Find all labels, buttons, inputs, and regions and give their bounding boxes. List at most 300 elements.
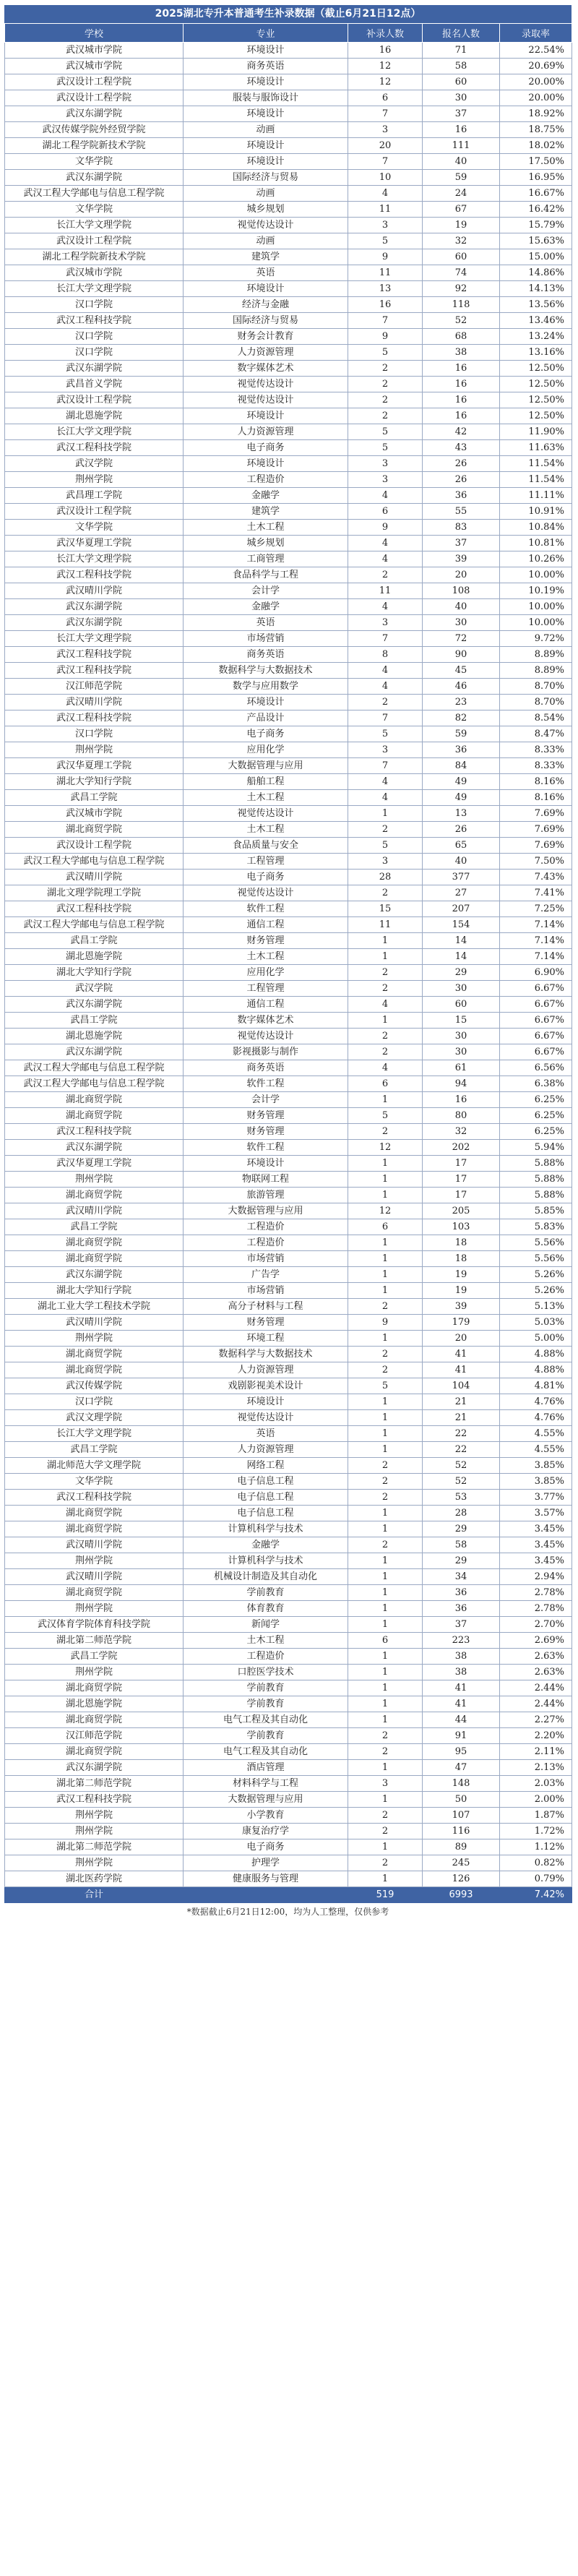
table-row <box>5 281 572 297</box>
cell-major: 环境设计 <box>184 1156 348 1172</box>
cell-applicants: 37 <box>423 536 500 551</box>
table-row <box>5 663 572 679</box>
cell-enrolled: 2 <box>348 965 423 981</box>
cell-major: 工程造价 <box>184 1649 348 1665</box>
cell-rate: 4.88% <box>500 1347 572 1362</box>
cell-major: 物联网工程 <box>184 1172 348 1188</box>
cell-applicants: 30 <box>423 981 500 997</box>
cell-applicants: 27 <box>423 885 500 901</box>
cell-rate: 15.63% <box>500 233 572 249</box>
cell-applicants: 52 <box>423 1458 500 1474</box>
cell-enrolled: 2 <box>348 1490 423 1506</box>
cell-major: 数字媒体艺术 <box>184 1013 348 1029</box>
cell-major: 会计学 <box>184 583 348 599</box>
cell-enrolled: 2 <box>348 1808 423 1824</box>
cell-school: 汉口学院 <box>5 329 184 345</box>
cell-applicants: 49 <box>423 790 500 806</box>
table-row <box>5 504 572 520</box>
cell-rate: 2.11% <box>500 1744 572 1760</box>
cell-school: 荆州学院 <box>5 1855 184 1871</box>
cell-enrolled: 1 <box>348 1092 423 1108</box>
cell-school: 武昌理工学院 <box>5 488 184 504</box>
cell-enrolled: 2 <box>348 1347 423 1362</box>
cell-major: 工程造价 <box>184 472 348 488</box>
cell-applicants: 40 <box>423 854 500 870</box>
cell-major: 英语 <box>184 1426 348 1442</box>
table-row <box>5 933 572 949</box>
cell-applicants: 15 <box>423 1013 500 1029</box>
cell-major: 英语 <box>184 615 348 631</box>
cell-enrolled: 8 <box>348 647 423 663</box>
cell-enrolled: 3 <box>348 742 423 758</box>
cell-major: 土木工程 <box>184 949 348 965</box>
cell-applicants: 202 <box>423 1140 500 1156</box>
cell-applicants: 71 <box>423 43 500 59</box>
cell-rate: 5.83% <box>500 1219 572 1235</box>
cell-applicants: 82 <box>423 710 500 726</box>
cell-applicants: 37 <box>423 1617 500 1633</box>
cell-enrolled: 5 <box>348 838 423 854</box>
table-row <box>5 1474 572 1490</box>
cell-rate: 7.14% <box>500 949 572 965</box>
table-row <box>5 1792 572 1808</box>
cell-enrolled: 9 <box>348 329 423 345</box>
cell-school: 湖北商贸学院 <box>5 1712 184 1728</box>
cell-school: 武汉工程科技学院 <box>5 1792 184 1808</box>
table-row <box>5 1569 572 1585</box>
cell-school: 武汉东湖学院 <box>5 1760 184 1776</box>
cell-rate: 12.50% <box>500 392 572 408</box>
cell-school: 武汉工程大学邮电与信息工程学院 <box>5 1060 184 1076</box>
cell-major: 广告学 <box>184 1267 348 1283</box>
cell-rate: 2.63% <box>500 1665 572 1680</box>
cell-school: 武昌首义学院 <box>5 377 184 392</box>
cell-major: 软件工程 <box>184 1076 348 1092</box>
cell-major: 工程造价 <box>184 1235 348 1251</box>
table-row <box>5 1760 572 1776</box>
cell-major: 通信工程 <box>184 997 348 1013</box>
cell-school: 湖北商贸学院 <box>5 1092 184 1108</box>
table-row <box>5 726 572 742</box>
cell-major: 软件工程 <box>184 901 348 917</box>
cell-rate: 10.00% <box>500 567 572 583</box>
cell-enrolled: 1 <box>348 1871 423 1887</box>
cell-major: 环境设计 <box>184 106 348 122</box>
cell-enrolled: 1 <box>348 1696 423 1712</box>
table-row <box>5 1744 572 1760</box>
cell-enrolled: 3 <box>348 854 423 870</box>
cell-enrolled: 6 <box>348 90 423 106</box>
cell-school: 荆州学院 <box>5 1331 184 1347</box>
cell-school: 武汉城市学院 <box>5 59 184 74</box>
cell-rate: 14.13% <box>500 281 572 297</box>
table-row <box>5 1490 572 1506</box>
cell-applicants: 58 <box>423 1537 500 1553</box>
table-row <box>5 1060 572 1076</box>
table-row <box>5 488 572 504</box>
cell-major: 工商管理 <box>184 551 348 567</box>
cell-major: 环境设计 <box>184 695 348 710</box>
cell-rate: 7.25% <box>500 901 572 917</box>
cell-applicants: 21 <box>423 1410 500 1426</box>
cell-rate: 20.00% <box>500 90 572 106</box>
cell-major: 数据科学与大数据技术 <box>184 1347 348 1362</box>
cell-major: 数学与应用数学 <box>184 679 348 695</box>
table-row <box>5 520 572 536</box>
cell-applicants: 94 <box>423 1076 500 1092</box>
table-row <box>5 1076 572 1092</box>
table-row <box>5 392 572 408</box>
cell-applicants: 39 <box>423 1299 500 1315</box>
table-row <box>5 138 572 154</box>
cell-applicants: 46 <box>423 679 500 695</box>
table-row <box>5 1219 572 1235</box>
table-row <box>5 949 572 965</box>
cell-major: 电气工程及其自动化 <box>184 1744 348 1760</box>
cell-major: 大数据管理与应用 <box>184 1792 348 1808</box>
cell-school: 武汉学院 <box>5 981 184 997</box>
cell-enrolled: 3 <box>348 122 423 138</box>
cell-applicants: 104 <box>423 1378 500 1394</box>
cell-rate: 3.57% <box>500 1506 572 1521</box>
cell-applicants: 14 <box>423 949 500 965</box>
cell-rate: 5.03% <box>500 1315 572 1331</box>
cell-rate: 8.16% <box>500 790 572 806</box>
table-row <box>5 1696 572 1712</box>
cell-major: 学前教育 <box>184 1696 348 1712</box>
table-row <box>5 43 572 59</box>
table-row <box>5 1331 572 1347</box>
cell-enrolled: 1 <box>348 1251 423 1267</box>
cell-major: 国际经济与贸易 <box>184 170 348 186</box>
table-row <box>5 186 572 202</box>
table-row <box>5 838 572 854</box>
cell-rate: 8.33% <box>500 758 572 774</box>
cell-applicants: 126 <box>423 1871 500 1887</box>
cell-applicants: 58 <box>423 59 500 74</box>
cell-applicants: 16 <box>423 361 500 377</box>
col-header-rate: 录取率 <box>500 24 572 43</box>
cell-school: 湖北师范大学文理学院 <box>5 1458 184 1474</box>
cell-enrolled: 7 <box>348 758 423 774</box>
cell-applicants: 91 <box>423 1728 500 1744</box>
table-row <box>5 1029 572 1044</box>
cell-rate: 6.56% <box>500 1060 572 1076</box>
cell-school: 武汉设计工程学院 <box>5 838 184 854</box>
cell-rate: 5.88% <box>500 1156 572 1172</box>
cell-applicants: 377 <box>423 870 500 885</box>
cell-school: 武昌工学院 <box>5 1013 184 1029</box>
table-row <box>5 1092 572 1108</box>
cell-school: 武昌工学院 <box>5 790 184 806</box>
cell-applicants: 43 <box>423 440 500 456</box>
table-row <box>5 1839 572 1855</box>
cell-rate: 15.79% <box>500 218 572 233</box>
cell-rate: 3.45% <box>500 1553 572 1569</box>
cell-applicants: 36 <box>423 1601 500 1617</box>
table-row <box>5 1871 572 1887</box>
cell-major: 康复治疗学 <box>184 1824 348 1839</box>
cell-enrolled: 7 <box>348 631 423 647</box>
cell-rate: 2.44% <box>500 1680 572 1696</box>
cell-enrolled: 5 <box>348 233 423 249</box>
cell-applicants: 17 <box>423 1172 500 1188</box>
cell-major: 学前教育 <box>184 1680 348 1696</box>
cell-major: 工程造价 <box>184 1219 348 1235</box>
cell-major: 英语 <box>184 265 348 281</box>
cell-applicants: 41 <box>423 1680 500 1696</box>
cell-applicants: 65 <box>423 838 500 854</box>
cell-applicants: 40 <box>423 154 500 170</box>
cell-school: 武汉设计工程学院 <box>5 74 184 90</box>
cell-enrolled: 2 <box>348 1744 423 1760</box>
cell-applicants: 205 <box>423 1203 500 1219</box>
table-row <box>5 1617 572 1633</box>
table-row <box>5 1442 572 1458</box>
cell-enrolled: 2 <box>348 1824 423 1839</box>
cell-major: 学前教育 <box>184 1585 348 1601</box>
cell-school: 武汉东湖学院 <box>5 615 184 631</box>
cell-applicants: 20 <box>423 1331 500 1347</box>
cell-applicants: 108 <box>423 583 500 599</box>
cell-major: 电子商务 <box>184 1839 348 1855</box>
cell-school: 武汉东湖学院 <box>5 1267 184 1283</box>
cell-enrolled: 2 <box>348 1458 423 1474</box>
cell-enrolled: 10 <box>348 170 423 186</box>
cell-school: 荆州学院 <box>5 1553 184 1569</box>
cell-enrolled: 2 <box>348 392 423 408</box>
cell-applicants: 41 <box>423 1362 500 1378</box>
cell-rate: 7.69% <box>500 822 572 838</box>
cell-applicants: 18 <box>423 1235 500 1251</box>
cell-major: 大数据管理与应用 <box>184 758 348 774</box>
cell-applicants: 19 <box>423 1267 500 1283</box>
cell-school: 汉口学院 <box>5 297 184 313</box>
cell-school: 武汉东湖学院 <box>5 170 184 186</box>
table-row <box>5 472 572 488</box>
cell-applicants: 95 <box>423 1744 500 1760</box>
cell-enrolled: 1 <box>348 949 423 965</box>
cell-applicants: 23 <box>423 695 500 710</box>
cell-applicants: 60 <box>423 249 500 265</box>
cell-rate: 13.16% <box>500 345 572 361</box>
cell-rate: 10.00% <box>500 599 572 615</box>
cell-major: 食品质量与安全 <box>184 838 348 854</box>
cell-rate: 10.00% <box>500 615 572 631</box>
cell-school: 长江大学文理学院 <box>5 551 184 567</box>
cell-school: 湖北第二师范学院 <box>5 1776 184 1792</box>
cell-rate: 6.25% <box>500 1108 572 1124</box>
cell-enrolled: 1 <box>348 1601 423 1617</box>
cell-rate: 8.70% <box>500 695 572 710</box>
cell-applicants: 60 <box>423 997 500 1013</box>
table-row <box>5 997 572 1013</box>
cell-major: 网络工程 <box>184 1458 348 1474</box>
total-row <box>5 1887 572 1903</box>
cell-enrolled: 4 <box>348 663 423 679</box>
table-row <box>5 536 572 551</box>
cell-major: 商务英语 <box>184 59 348 74</box>
cell-school: 湖北恩施学院 <box>5 949 184 965</box>
cell-enrolled: 1 <box>348 1394 423 1410</box>
cell-applicants: 154 <box>423 917 500 933</box>
cell-major: 人力资源管理 <box>184 424 348 440</box>
cell-school: 武汉工程科技学院 <box>5 440 184 456</box>
cell-applicants: 29 <box>423 1521 500 1537</box>
table-row <box>5 1808 572 1824</box>
cell-applicants: 47 <box>423 1760 500 1776</box>
cell-enrolled: 6 <box>348 1219 423 1235</box>
table-row <box>5 249 572 265</box>
cell-major: 工程管理 <box>184 981 348 997</box>
cell-school: 湖北大学知行学院 <box>5 1283 184 1299</box>
cell-school: 武昌工学院 <box>5 1649 184 1665</box>
table-row <box>5 265 572 281</box>
cell-school: 湖北工业大学工程技术学院 <box>5 1299 184 1315</box>
table-row <box>5 377 572 392</box>
table-row <box>5 74 572 90</box>
cell-school: 湖北商贸学院 <box>5 822 184 838</box>
table-row <box>5 1728 572 1744</box>
cell-rate: 7.69% <box>500 806 572 822</box>
cell-school: 武汉城市学院 <box>5 806 184 822</box>
table-row <box>5 1108 572 1124</box>
cell-applicants: 60 <box>423 74 500 90</box>
cell-rate: 17.50% <box>500 154 572 170</box>
cell-enrolled: 16 <box>348 297 423 313</box>
cell-enrolled: 3 <box>348 615 423 631</box>
cell-major: 软件工程 <box>184 1140 348 1156</box>
cell-rate: 5.00% <box>500 1331 572 1347</box>
table-body <box>5 43 572 1887</box>
cell-school: 武汉设计工程学院 <box>5 90 184 106</box>
cell-rate: 16.95% <box>500 170 572 186</box>
cell-applicants: 38 <box>423 345 500 361</box>
cell-enrolled: 1 <box>348 1792 423 1808</box>
cell-school: 湖北恩施学院 <box>5 1696 184 1712</box>
cell-major: 环境设计 <box>184 456 348 472</box>
cell-school: 武汉传媒学院 <box>5 1378 184 1394</box>
cell-rate: 13.56% <box>500 297 572 313</box>
cell-applicants: 34 <box>423 1569 500 1585</box>
cell-major: 环境设计 <box>184 43 348 59</box>
cell-school: 文华学院 <box>5 1474 184 1490</box>
cell-school: 武汉晴川学院 <box>5 1315 184 1331</box>
enrollment-table <box>4 23 572 1903</box>
cell-rate: 8.47% <box>500 726 572 742</box>
cell-school: 武汉东湖学院 <box>5 106 184 122</box>
cell-school: 武汉晴川学院 <box>5 695 184 710</box>
table-row <box>5 1140 572 1156</box>
cell-applicants: 207 <box>423 901 500 917</box>
cell-major: 产品设计 <box>184 710 348 726</box>
table-row <box>5 1776 572 1792</box>
cell-major: 商务英语 <box>184 1060 348 1076</box>
table-row <box>5 599 572 615</box>
cell-major: 食品科学与工程 <box>184 567 348 583</box>
cell-enrolled: 5 <box>348 424 423 440</box>
cell-enrolled: 4 <box>348 997 423 1013</box>
table-row <box>5 1283 572 1299</box>
cell-rate: 18.02% <box>500 138 572 154</box>
cell-school: 武昌工学院 <box>5 1442 184 1458</box>
table-row <box>5 1553 572 1569</box>
cell-enrolled: 1 <box>348 1649 423 1665</box>
col-header-school: 学校 <box>5 24 184 43</box>
cell-rate: 1.72% <box>500 1824 572 1839</box>
cell-enrolled: 1 <box>348 1235 423 1251</box>
cell-enrolled: 2 <box>348 695 423 710</box>
cell-enrolled: 2 <box>348 1044 423 1060</box>
table-row <box>5 981 572 997</box>
cell-rate: 5.56% <box>500 1235 572 1251</box>
table-row <box>5 1347 572 1362</box>
cell-school: 荆州学院 <box>5 1172 184 1188</box>
cell-enrolled: 6 <box>348 1076 423 1092</box>
cell-rate: 8.89% <box>500 647 572 663</box>
cell-major: 视觉传达设计 <box>184 806 348 822</box>
cell-rate: 10.19% <box>500 583 572 599</box>
cell-enrolled: 12 <box>348 74 423 90</box>
table-row <box>5 1299 572 1315</box>
cell-applicants: 26 <box>423 456 500 472</box>
cell-enrolled: 28 <box>348 870 423 885</box>
cell-enrolled: 1 <box>348 1506 423 1521</box>
cell-enrolled: 1 <box>348 1665 423 1680</box>
cell-school: 湖北大学知行学院 <box>5 774 184 790</box>
cell-school: 武汉工程科技学院 <box>5 663 184 679</box>
table-row <box>5 631 572 647</box>
cell-school: 湖北第二师范学院 <box>5 1633 184 1649</box>
cell-school: 武汉设计工程学院 <box>5 392 184 408</box>
cell-applicants: 67 <box>423 202 500 218</box>
table-row <box>5 551 572 567</box>
cell-applicants: 118 <box>423 297 500 313</box>
cell-school: 武汉晴川学院 <box>5 1537 184 1553</box>
cell-enrolled: 2 <box>348 1124 423 1140</box>
cell-rate: 7.69% <box>500 838 572 854</box>
table-row <box>5 1235 572 1251</box>
cell-major: 视觉传达设计 <box>184 885 348 901</box>
cell-applicants: 38 <box>423 1649 500 1665</box>
cell-enrolled: 4 <box>348 679 423 695</box>
table-row <box>5 774 572 790</box>
cell-rate: 2.20% <box>500 1728 572 1744</box>
table-row <box>5 1665 572 1680</box>
cell-rate: 2.44% <box>500 1696 572 1712</box>
cell-rate: 2.70% <box>500 1617 572 1633</box>
cell-enrolled: 1 <box>348 1188 423 1203</box>
cell-applicants: 80 <box>423 1108 500 1124</box>
cell-major: 视觉传达设计 <box>184 392 348 408</box>
cell-major: 市场营销 <box>184 631 348 647</box>
table-row <box>5 1251 572 1267</box>
cell-enrolled: 20 <box>348 138 423 154</box>
cell-enrolled: 4 <box>348 551 423 567</box>
cell-school: 湖北工程学院新技术学院 <box>5 249 184 265</box>
cell-enrolled: 1 <box>348 1426 423 1442</box>
cell-rate: 2.63% <box>500 1649 572 1665</box>
cell-major: 旅游管理 <box>184 1188 348 1203</box>
cell-enrolled: 1 <box>348 933 423 949</box>
cell-enrolled: 5 <box>348 1108 423 1124</box>
table-row <box>5 1378 572 1394</box>
cell-school: 湖北商贸学院 <box>5 1251 184 1267</box>
cell-enrolled: 4 <box>348 774 423 790</box>
cell-applicants: 45 <box>423 663 500 679</box>
table-row <box>5 202 572 218</box>
table-row <box>5 583 572 599</box>
